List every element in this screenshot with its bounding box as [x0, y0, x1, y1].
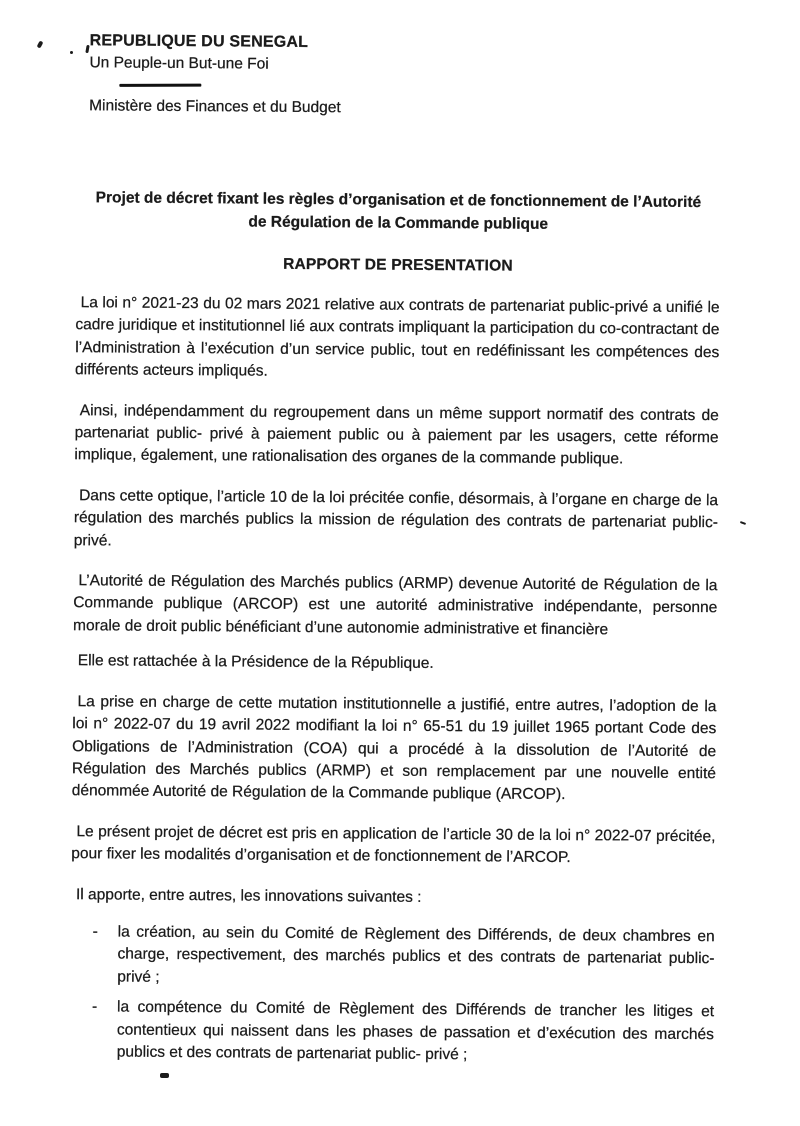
bullet-dash: -	[92, 998, 98, 1016]
paragraph-2: Ainsi, indépendamment du regroupement dans un même support normatif des contrats de partenariat public- privé à paiement public ou à paiement par les usagers, cette réforme implique, également, une rationalisation des organes de la commande publique.	[74, 401, 719, 468]
list-item-text: la création, au sein du Comité de Règlement des Différends, de deux chambres en charge, respectivement, des marchés publics et des contrats de partenariat public- privé ;	[117, 923, 715, 986]
paragraph-5: Elle est rattachée à la Présidence de la République.	[77, 652, 434, 673]
header-divider	[119, 84, 201, 87]
paragraph-8: Il apporte, entre autres, les innovations suivantes :	[75, 885, 422, 906]
paragraph-7: Le présent projet de décret est pris en application de l’article 30 de la loi n° 2022-07 précitée, pour fixer les modalités d’organisation et de fonctionnement de l’ARCOP.	[71, 822, 716, 867]
bullet-dash: -	[92, 923, 98, 941]
ministry-name: Ministère des Finances et du Budget	[89, 97, 341, 117]
document-title: Projet de décret fixant les règles d’organisation et de fonctionnement de l’Autorité de Régulation de la Commande publique	[95, 189, 702, 233]
report-heading: RAPPORT DE PRESENTATION	[283, 255, 513, 275]
paragraph-3: Dans cette optique, l’article 10 de la loi précitée confie, désormais, à l’organe en charge de la régulation des marchés publics la mission de régulation des contrats de partenariat public- privé.	[73, 487, 719, 550]
paragraph-4: L’Autorité de Régulation des Marchés publics (ARMP) devenue Autorité de Régulation de la Commande publique (ARCOP) est une autorité administrative indépendante, personne morale de droit public bénéficiant d’une autonomie administrative et financière	[73, 572, 718, 639]
paragraph-6: La prise en charge de cette mutation institutionnelle a justifié, entre autres, l’adoption de la loi n° 2022-07 du 19 avril 2022 modifiant la loi n° 65-51 du 19 juillet 1965 portant Code des Obligations de l’Administration (COA) qui a procédé à la dissolution de l’Autorité de Régulation des Marchés publics (ARMP) et son remplacement par une nouvelle entité dénommée Autorité de Régulation de la Commande publique (ARCOP).	[71, 692, 717, 804]
scan-speck	[160, 1073, 169, 1078]
letterhead	[89, 30, 800, 123]
country-name: REPUBLIQUE DU SENEGAL	[89, 32, 309, 51]
list-item	[70, 921, 715, 993]
scan-speck	[70, 51, 73, 54]
innovations-list	[70, 921, 715, 1068]
paragraph-1: La loi n° 2021-23 du 02 mars 2021 relative aux contrats de partenariat public-privé a unifié le cadre juridique et institutionnel lié aux contrats impliquant la participation du co-contractant de l’Administration à l’exécution d’un service public, tout en redéfinissant les compétences des différents acteurs impliqués.	[75, 294, 720, 380]
list-item-text: la compétence du Comité de Règlement des Différends de trancher les litiges et contentieux qui naissent dans les phases de passation et d’exécution des marchés publics et des contrats de partenariat public- privé ;	[116, 998, 715, 1064]
national-motto: Un Peuple-un But-une Foi	[89, 54, 269, 73]
document-body	[70, 292, 720, 1068]
list-item	[70, 996, 715, 1068]
